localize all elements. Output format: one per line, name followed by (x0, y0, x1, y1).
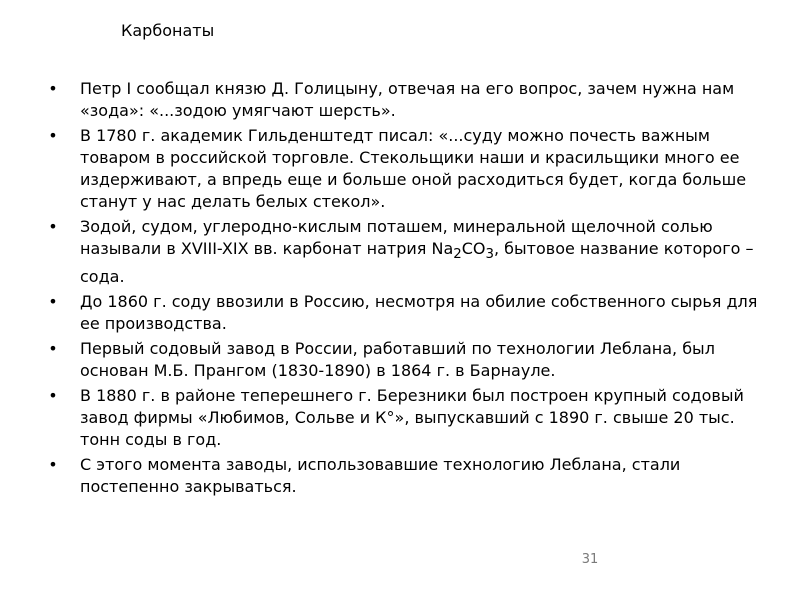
bullet-icon: • (48, 217, 58, 236)
bullet-icon: • (48, 79, 58, 98)
subscript-2: 2 (453, 247, 462, 263)
bullet-text (80, 217, 754, 286)
list-item (46, 385, 766, 451)
bullet-icon: • (48, 126, 58, 145)
list-item (46, 78, 766, 122)
list-item (46, 125, 766, 213)
bullet-list (46, 78, 766, 501)
bullet-text: В 1780 г. академик Гильденштедт писал: «...суду можно почесть важным товаром в российской торговле. Стекольщики наши и красильщики много ее издерживают, а впредь еще и больше оной расходиться будет, когда больше станут у нас делать белых стекол». (80, 126, 747, 211)
bullet-text-after: , бытовое название которого – сода. (80, 239, 754, 287)
bullet-icon: • (48, 386, 58, 406)
subscript-3: 3 (485, 247, 494, 263)
bullet-text-mid: CO (461, 239, 486, 258)
list-item (46, 338, 766, 382)
list-item (46, 291, 766, 335)
bullet-text: С этого момента заводы, использовавшие технологию Леблана, стали постепенно закрываться. (80, 455, 681, 497)
page-number: 31 (581, 552, 599, 567)
bullet-text: До 1860 г. соду ввозили в Россию, несмотря на обилие собственного сырья для ее производства. (80, 292, 758, 334)
bullet-text: В 1880 г. в районе теперешнего г. Березники был построен крупный содовый завод фирмы «Любимов, Сольве и К°», выпускавший с 1890 г. свыше 20 тыс. тонн соды в год. (80, 386, 744, 450)
bullet-text: Первый содовый завод в России, работавший по технологии Леблана, был основан М.Б. Прангом (1830-1890) в 1864 г. в Барнауле. (80, 339, 715, 381)
slide-title: Карбонаты (121, 21, 215, 40)
bullet-text: Петр I сообщал князю Д. Голицыну, отвечая на его вопрос, зачем нужна нам «зода»: «...зодою умягчают шерсть». (80, 79, 735, 120)
bullet-icon: • (48, 455, 58, 475)
list-item (46, 216, 766, 288)
bullet-icon: • (48, 339, 58, 359)
bullet-text-before: Зодой, судом, углеродно-кислым поташем, минеральной щелочной солью называли в XVIII-XIX вв. карбонат натрия Na (80, 217, 713, 258)
list-item (46, 454, 766, 498)
bullet-icon: • (48, 292, 58, 312)
